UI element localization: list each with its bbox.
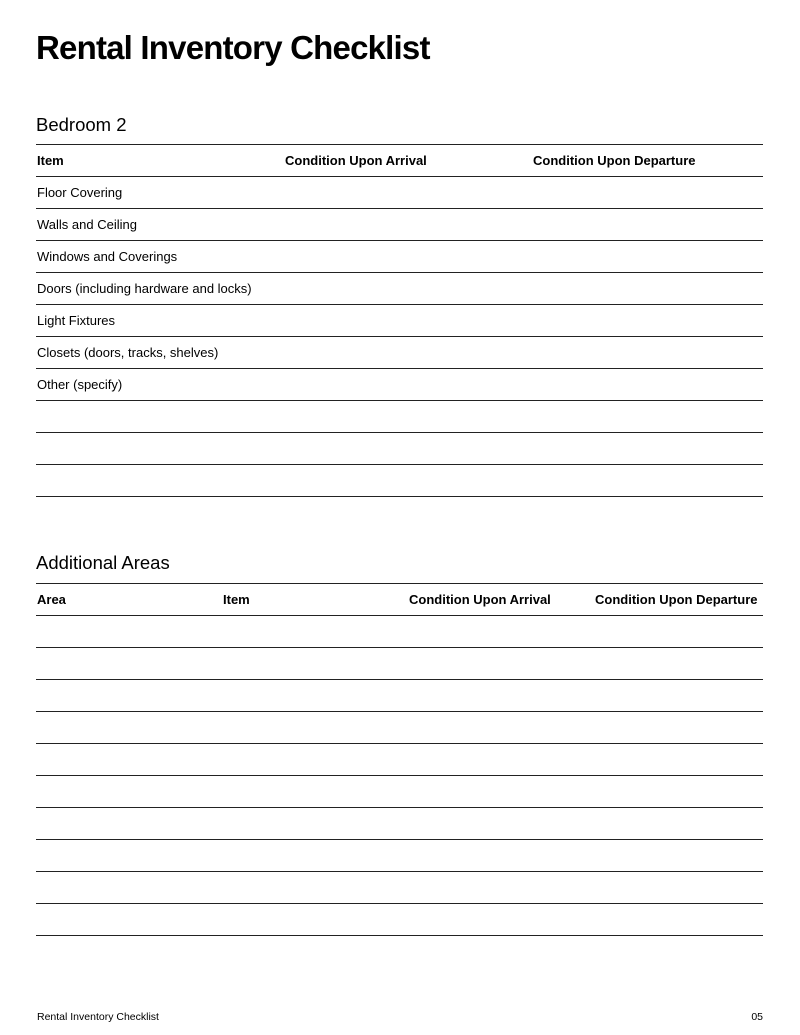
table-row-blank[interactable] <box>36 616 763 648</box>
table-row[interactable] <box>36 241 763 273</box>
column-header-condition-arrival: Condition Upon Arrival <box>285 153 427 168</box>
additional-areas-table <box>36 583 763 936</box>
row-label: Walls and Ceiling <box>37 217 137 232</box>
table-row-blank[interactable] <box>36 840 763 872</box>
section-heading-bedroom: Bedroom 2 <box>36 114 127 135</box>
table-row[interactable] <box>36 369 763 401</box>
table-row-blank[interactable] <box>36 872 763 904</box>
column-header-condition-departure: Condition Upon Departure <box>533 153 696 168</box>
table-row-blank[interactable] <box>36 465 763 497</box>
row-label: Floor Covering <box>37 185 123 200</box>
section-heading-additional-areas: Additional Areas <box>36 552 170 573</box>
table-row-blank[interactable] <box>36 744 763 776</box>
table-row-blank[interactable] <box>36 712 763 744</box>
column-header-item: Item <box>223 592 250 607</box>
table-header-row <box>36 144 763 177</box>
column-header-condition-arrival: Condition Upon Arrival <box>409 592 551 607</box>
footer-label: Rental Inventory Checklist <box>37 1011 159 1023</box>
bedroom-table <box>36 144 763 497</box>
table-row-blank[interactable] <box>36 808 763 840</box>
table-row-blank[interactable] <box>36 776 763 808</box>
table-header-row <box>36 583 763 616</box>
row-label: Other (specify) <box>37 377 123 392</box>
row-label: Closets (doors, tracks, shelves) <box>37 345 219 360</box>
page-title: Rental Inventory Checklist <box>36 29 430 66</box>
column-header-area: Area <box>37 592 66 607</box>
table-row-blank[interactable] <box>36 433 763 465</box>
row-label: Windows and Coverings <box>37 249 178 264</box>
table-row-blank[interactable] <box>36 648 763 680</box>
table-row-blank[interactable] <box>36 401 763 433</box>
page-number: 05 <box>751 1011 763 1023</box>
row-label: Light Fixtures <box>37 313 116 328</box>
column-header-condition-departure: Condition Upon Departure <box>595 592 758 607</box>
table-row[interactable] <box>36 337 763 369</box>
table-row[interactable] <box>36 305 763 337</box>
table-row-blank[interactable] <box>36 904 763 936</box>
table-row[interactable] <box>36 209 763 241</box>
row-label: Doors (including hardware and locks) <box>37 281 252 296</box>
table-row[interactable] <box>36 177 763 209</box>
column-header-item: Item <box>37 153 64 168</box>
table-row[interactable] <box>36 273 763 305</box>
table-row-blank[interactable] <box>36 680 763 712</box>
